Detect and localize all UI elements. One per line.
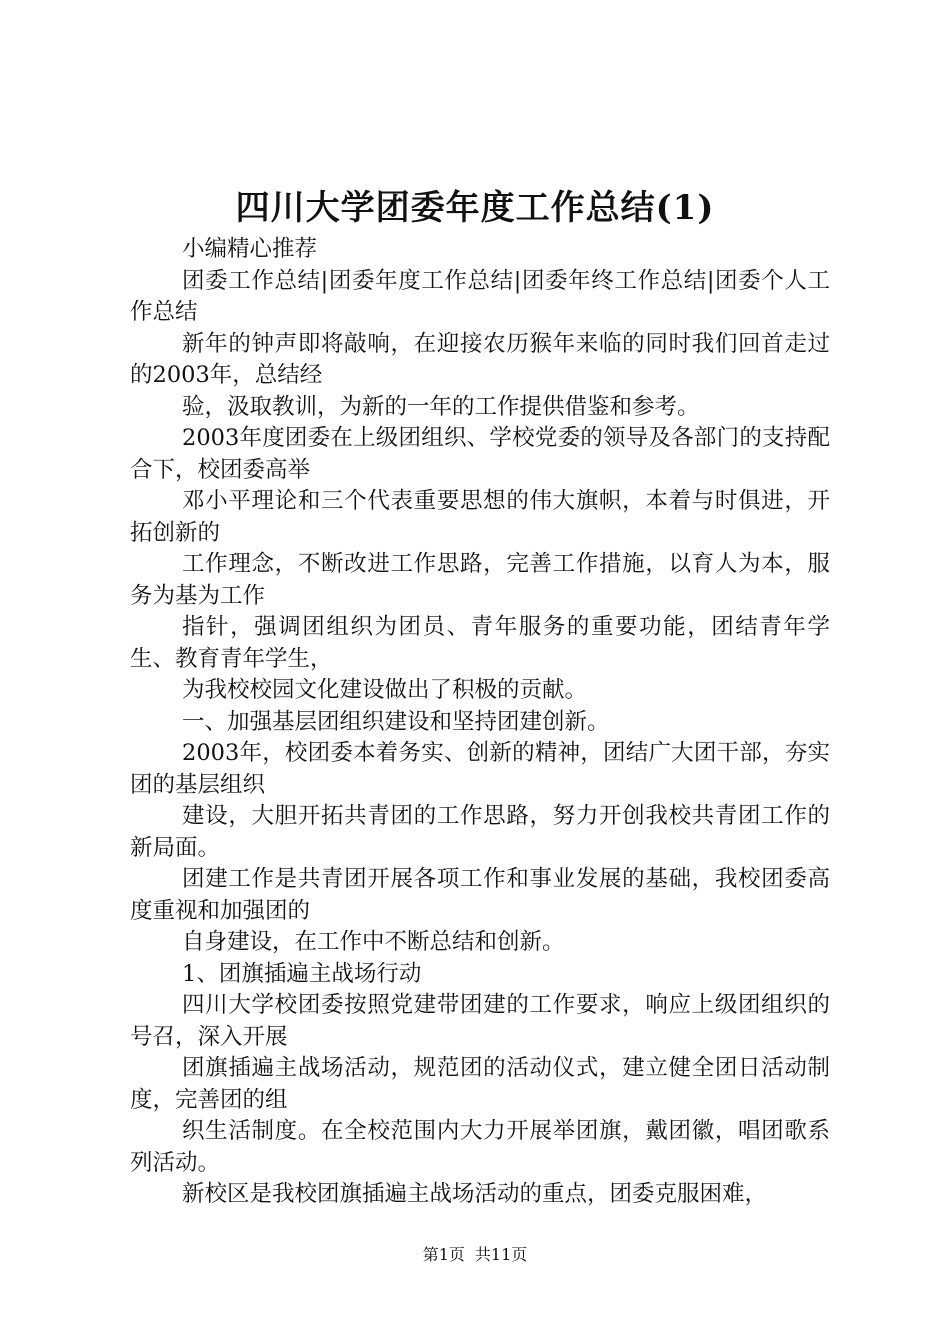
- page-footer: [0, 1243, 950, 1267]
- paragraph: 2003年度团委在上级团组织、学校党委的领导及各部门的支持配合下，校团委高举: [130, 425, 830, 483]
- paragraph: 自身建设，在工作中不断总结和创新。: [182, 929, 565, 955]
- paragraph: 团委工作总结|团委年度工作总结|团委年终工作总结|团委个人工作总结: [130, 267, 830, 325]
- paragraph: 建设，大胆开拓共青团的工作思路，努力开创我校共青团工作的新局面。: [130, 803, 830, 861]
- paragraph: 团建工作是共青团开展各项工作和事业发展的基础，我校团委高度重视和加强团的: [130, 866, 830, 924]
- paragraph: 织生活制度。在全校范围内大力开展举团旗，戴团徽，唱团歌系列活动。: [130, 1118, 830, 1176]
- paragraph: 邓小平理论和三个代表重要思想的伟大旗帜，本着与时俱进，开拓创新的: [130, 488, 830, 546]
- paragraph: 新校区是我校团旗插遍主战场活动的重点，团委克服困难，: [182, 1181, 768, 1207]
- paragraph: 新年的钟声即将敲响，在迎接农历猴年来临的同时我们回首走过的2003年，总结经: [130, 330, 830, 388]
- page-total: 共11页: [474, 1245, 528, 1264]
- paragraph: 工作理念，不断改进工作思路，完善工作措施，以育人为本，服务为基为工作: [130, 551, 830, 609]
- paragraph: 团旗插遍主战场活动，规范团的活动仪式，建立健全团日活动制度，完善团的组: [130, 1055, 830, 1113]
- section-heading: 一、加强基层团组织建设和坚持团建创新。: [182, 708, 610, 735]
- paragraph: 为我校校园文化建设做出了积极的贡献。: [182, 677, 588, 703]
- document-title: 四川大学团委年度工作总结(1): [235, 188, 715, 228]
- page-number: 第1页: [422, 1245, 465, 1264]
- paragraph: 四川大学校团委按照党建带团建的工作要求，响应上级团组织的号召，深入开展: [130, 992, 830, 1050]
- paragraph: 指针，强调团组织为团员、青年服务的重要功能，团结青年学生、教育青年学生，: [130, 614, 830, 672]
- paragraph: 小编精心推荐: [182, 236, 318, 262]
- paragraph: 验，汲取教训，为新的一年的工作提供借鉴和参考。: [182, 393, 700, 420]
- subsection-heading: 1、团旗插遍主战场行动: [182, 960, 422, 987]
- document-body: [130, 234, 830, 1211]
- paragraph: 2003年，校团委本着务实、创新的精神，团结广大团干部，夯实团的基层组织: [130, 740, 830, 798]
